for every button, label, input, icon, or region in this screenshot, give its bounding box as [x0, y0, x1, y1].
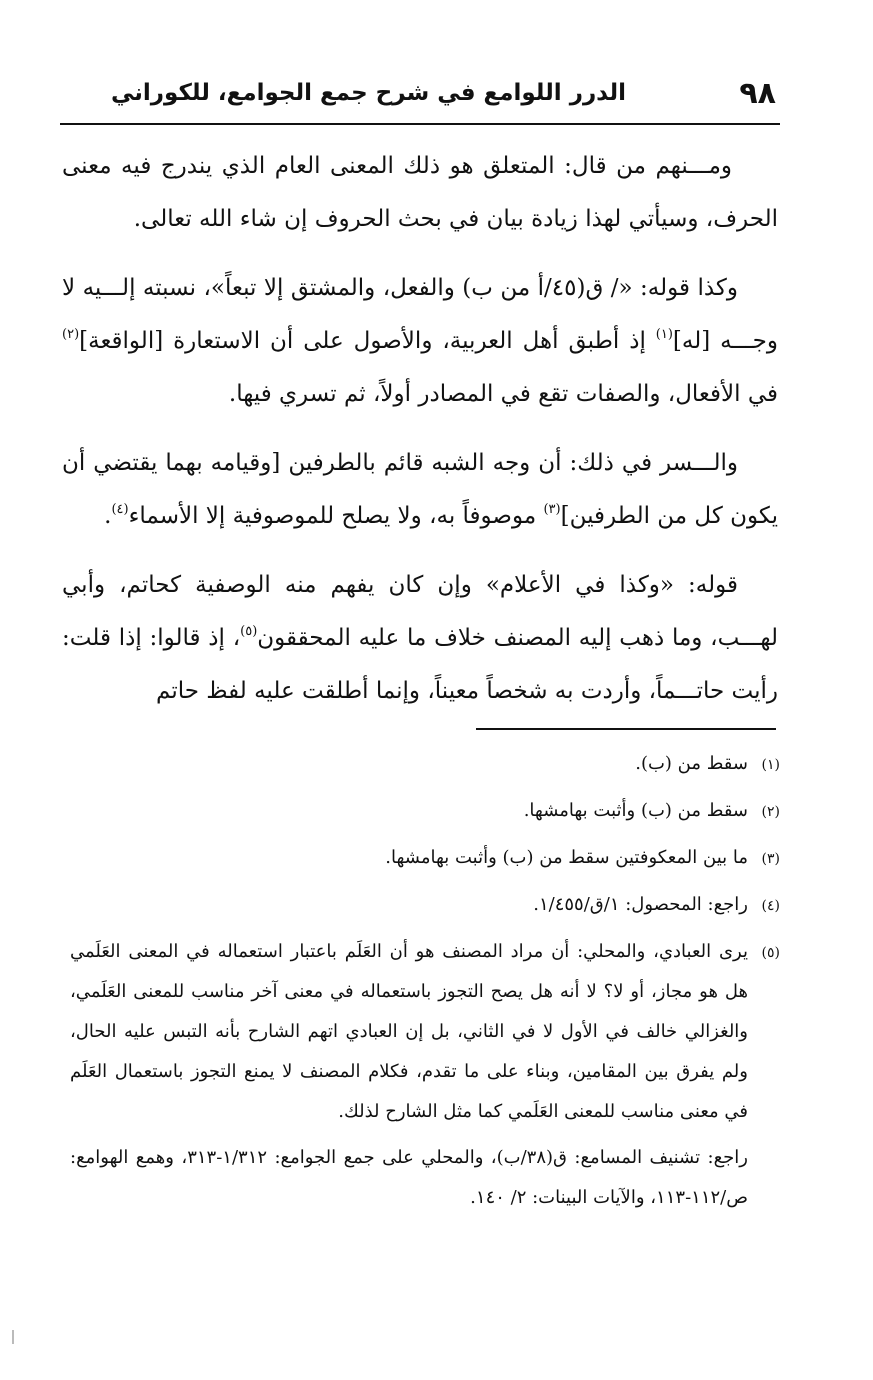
paragraph-text: إذ أطبق أهل العربية، والأصول على أن الاستعارة [الواقعة] [79, 328, 656, 354]
page-number: ٩٨ [739, 76, 776, 111]
paragraph-text: موصوفاً به، ولا يصلح للموصوفية إلا الأسماء [128, 503, 544, 529]
footnote-ref-2: (٢) [62, 327, 80, 342]
paragraph-3 [62, 437, 778, 543]
paragraph-text: والـــسر في ذلك: أن وجه الشبه قائم بالطرفين [وقيامه بهما يقتضي أن يكون كل من الطرفين] [62, 450, 778, 529]
footnote-ref-1: (١) [655, 327, 673, 342]
footnote-separator [476, 728, 776, 730]
footnote-number: (٣) [761, 851, 780, 867]
footnote-text: سقط من (ب). [635, 753, 748, 774]
paragraph-text: ومـــنهم من قال: المتعلق هو ذلك المعنى العام الذي يندرج فيه معنى الحرف، وسيأتي لهذا زيادة بيان في بحث الحروف إن شاء الله تعالى. [62, 153, 778, 232]
footnote-text: سقط من (ب) وأثبت بهامشها. [523, 800, 748, 821]
paragraph-text: ، إذ قالوا: إذا قلت: رأيت حاتـــماً، وأردت به شخصاً معيناً، وإنما أطلقت عليه لفظ حاتم [62, 625, 778, 704]
paragraph-4 [62, 559, 778, 718]
footnote-number: (٢) [761, 804, 780, 820]
footnote-item [70, 838, 780, 879]
footnote-number: (٥) [761, 945, 780, 961]
running-title: الدرر اللوامع في شرح جمع الجوامع، للكوراني [111, 80, 626, 106]
footnote-ref-4: (٤) [111, 502, 129, 517]
footnote-item [70, 885, 780, 926]
footnote-item [70, 932, 780, 1132]
paragraph-text: وكذا قوله: «/ ق(٤٥/أ من ب) والفعل، والمشتق إلا تبعاً»، نسبته إلـــيه لا وجـــه [له] [62, 275, 778, 354]
footnote-references: راجع: تشنيف المسامع: ق(٣٨/ب)، والمحلي على جمع الجوامع: ١/٣١٢-٣١٣، وهمع الهوامع: ص/١١٢-١١٣، والآيات البينات: ٢/ ١٤٠. [70, 1147, 748, 1208]
paragraph-text: في الأفعال، والصفات تقع في المصادر أولاً، ثم تسري فيها. [228, 381, 778, 407]
footnote-text: يرى العبادي، والمحلي: أن مراد المصنف هو أن العَلَم باعتبار استعماله في المعنى العَلَمي هل هو مجاز، أو لا؟ لا أنه هل يصح التجوز باستعماله في معنى آخر مناسب للمعنى العَلَمي، والغزالي خالف في الأول لا في الثاني، بل إن العبادي اتهم الشارح بأنه التبس عليه الحال، ولم يفرق بين المقامين، وبناء على ما تقدم، فكلام المصنف لا يمنع التجوز باستعمال العَلَم في معنى مناسب للمعنى العَلَمي كما مثل الشارح لذلك. [70, 941, 748, 1122]
scan-margin-mark [12, 1330, 14, 1344]
footnotes [70, 744, 780, 1218]
footnote-number: (١) [761, 757, 780, 773]
footnote-ref-3: (٣) [543, 502, 561, 517]
paragraph-1 [62, 140, 778, 246]
footnote-number: (٤) [761, 898, 780, 914]
footnote-text: راجع: المحصول: ١/ق/١/٤٥٥. [533, 894, 748, 915]
paragraph-text: . [104, 503, 112, 529]
paragraph-text: قوله: «وكذا في الأعلام» وإن كان يفهم منه الوصفية كحاتم، وأبي لهـــب، وما ذهب إليه المصنف خلاف ما عليه المحققون [62, 572, 778, 651]
footnote-ref-5: (٥) [240, 624, 258, 639]
paragraph-2 [62, 262, 778, 421]
footnote-item [70, 791, 780, 832]
footnote-item [70, 744, 780, 785]
page-header [60, 78, 776, 120]
footnote-text: ما بين المعكوفتين سقط من (ب) وأثبت بهامشها. [385, 847, 748, 868]
main-text [62, 140, 778, 734]
header-rule [60, 123, 780, 125]
